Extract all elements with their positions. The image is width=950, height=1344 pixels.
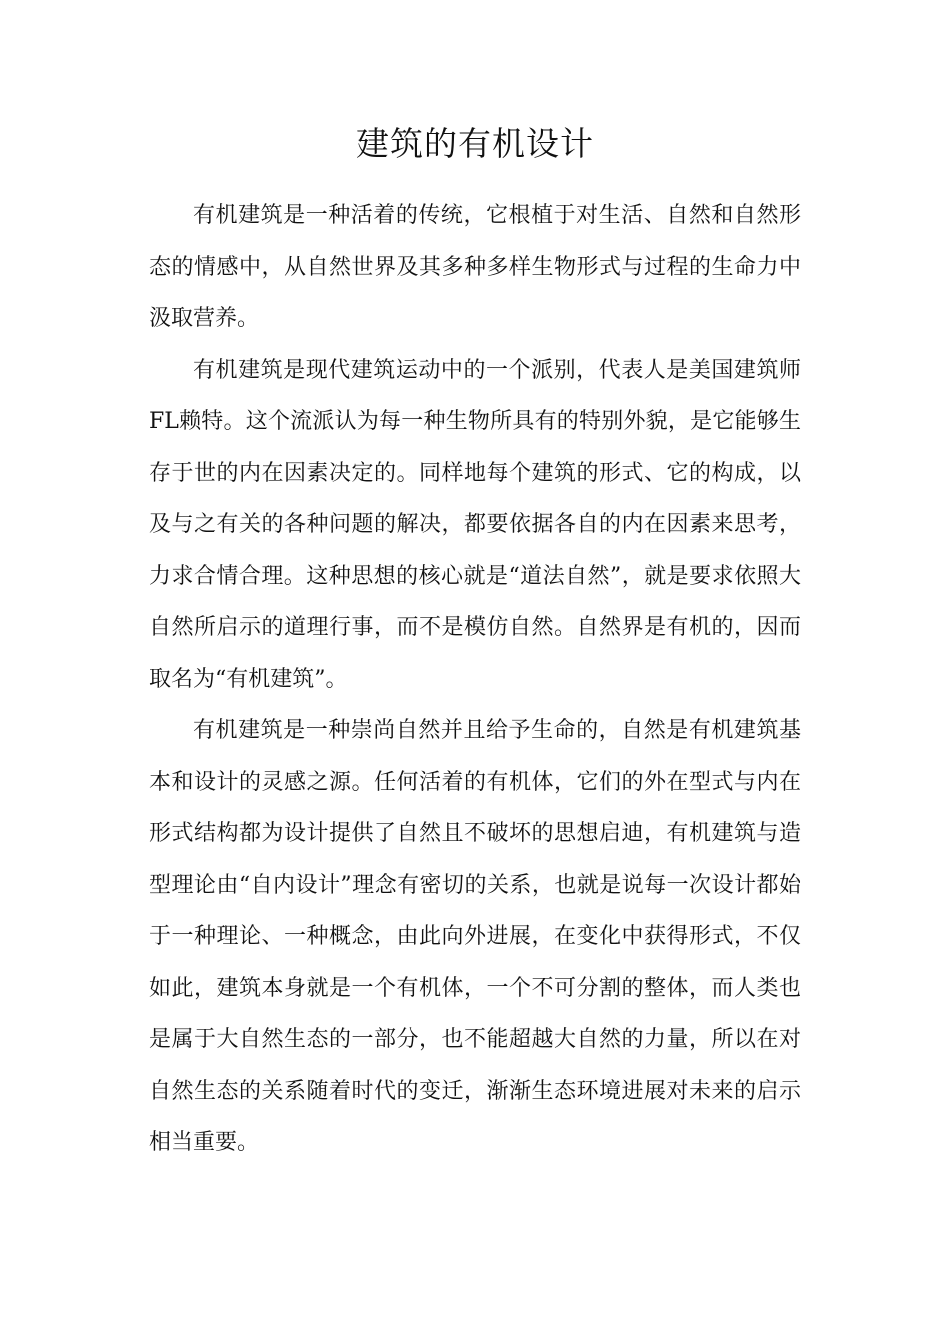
- paragraph-1: 有机建筑是一种活着的传统，它根植于对生活、自然和自然形态的情感中，从自然世界及其多种多样生物形式与过程的生命力中汲取营养。: [149, 203, 801, 331]
- paragraph-3: 有机建筑是一种崇尚自然并且给予生命的，自然是有机建筑基本和设计的灵感之源。任何活着的有机体，它们的外在型式与内在形式结构都为设计提供了自然且不破坏的思想启迪，有机建筑与造型理论由“自内设计”理念有密切的关系，也就是说每一次设计都始于一种理论、一种概念，由此向外进展，在变化中获得形式，不仅如此，建筑本身就是一个有机体，一个不可分割的整体，而人类也是属于大自然生态的一部分，也不能超越大自然的力量，所以在对自然生态的关系随着时代的变迁，渐渐生态环境进展对未来的启示相当重要。: [149, 718, 801, 1155]
- document-title: 建筑的有机设计: [356, 124, 594, 163]
- paragraph-2: 有机建筑是现代建筑运动中的一个派别，代表人是美国建筑师FL赖特。这个流派认为每一种生物所具有的特别外貌，是它能够生存于世的内在因素决定的。同样地每个建筑的形式、它的构成，以及与之有关的各种问题的解决，都要依据各自的内在因素来思考，力求合情合理。这种思想的核心就是“道法自然”，就是要求依照大自然所启示的道理行事，而不是模仿自然。自然界是有机的，因而取名为“有机建筑”。: [149, 357, 801, 692]
- document-body: [149, 190, 801, 1169]
